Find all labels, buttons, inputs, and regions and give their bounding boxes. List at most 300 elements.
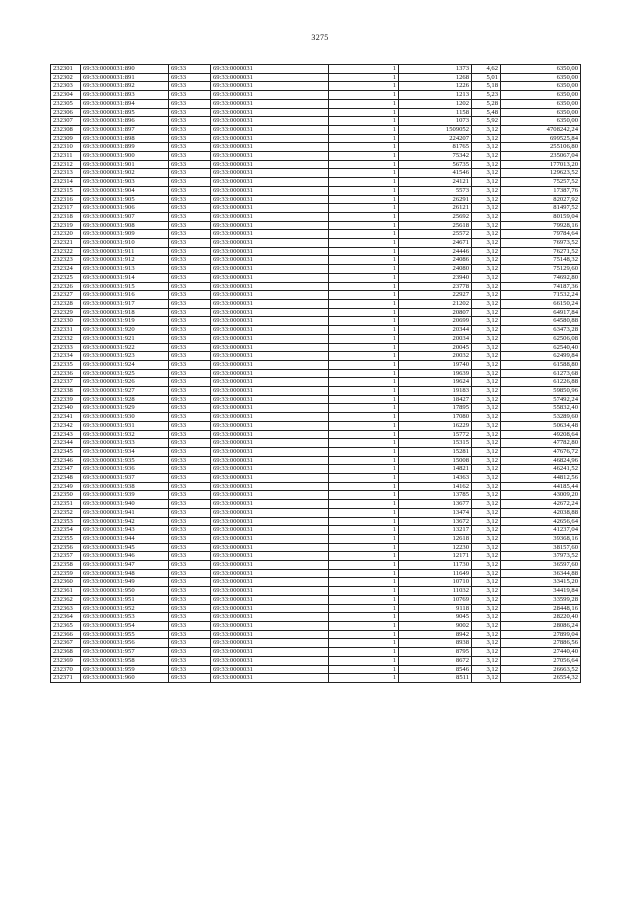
table-row [51, 648, 581, 657]
table-row [51, 178, 581, 187]
region-code-cell: 69:33 [169, 500, 211, 509]
rate-cell: 3,12 [472, 387, 501, 396]
area-cell: 9118 [399, 604, 472, 613]
block-number-cell: 69:33:0000031 [211, 534, 329, 543]
region-code-cell: 69:33 [169, 569, 211, 578]
cadastral-number-cell: 69:33:0000031:918 [81, 308, 169, 317]
count-cell: 1 [329, 378, 399, 387]
row-id-cell: 232354 [51, 526, 81, 535]
region-code-cell: 69:33 [169, 421, 211, 430]
cost-cell: 27899,04 [501, 630, 581, 639]
region-code-cell: 69:33 [169, 360, 211, 369]
cost-cell: 71532,24 [501, 291, 581, 300]
area-cell: 20699 [399, 317, 472, 326]
table-row [51, 125, 581, 134]
rate-cell: 3,12 [472, 569, 501, 578]
cadastral-number-cell: 69:33:0000031:943 [81, 526, 169, 535]
table-row [51, 595, 581, 604]
table-row [51, 204, 581, 213]
cadastral-number-cell: 69:33:0000031:958 [81, 656, 169, 665]
row-id-cell: 232320 [51, 230, 81, 239]
count-cell: 1 [329, 247, 399, 256]
cadastral-number-cell: 69:33:0000031:911 [81, 247, 169, 256]
area-cell: 15008 [399, 456, 472, 465]
count-cell: 1 [329, 352, 399, 361]
area-cell: 81765 [399, 143, 472, 152]
row-id-cell: 232352 [51, 508, 81, 517]
count-cell: 1 [329, 587, 399, 596]
cadastral-number-cell: 69:33:0000031:908 [81, 221, 169, 230]
cost-cell: 57492,24 [501, 395, 581, 404]
region-code-cell: 69:33 [169, 247, 211, 256]
region-code-cell: 69:33 [169, 160, 211, 169]
table-row [51, 622, 581, 631]
page-number: 3275 [311, 33, 329, 42]
region-code-cell: 69:33 [169, 508, 211, 517]
cost-cell: 47676,72 [501, 447, 581, 456]
rate-cell: 3,12 [472, 439, 501, 448]
count-cell: 1 [329, 604, 399, 613]
region-code-cell: 69:33 [169, 378, 211, 387]
cost-cell: 66150,24 [501, 299, 581, 308]
count-cell: 1 [329, 256, 399, 265]
cadastral-number-cell: 69:33:0000031:938 [81, 482, 169, 491]
block-number-cell: 69:33:0000031 [211, 613, 329, 622]
row-id-cell: 232346 [51, 456, 81, 465]
block-number-cell: 69:33:0000031 [211, 117, 329, 126]
row-id-cell: 232310 [51, 143, 81, 152]
count-cell: 1 [329, 578, 399, 587]
area-cell: 22927 [399, 291, 472, 300]
area-cell: 11032 [399, 587, 472, 596]
cadastral-number-cell: 69:33:0000031:925 [81, 369, 169, 378]
table-row [51, 569, 581, 578]
row-id-cell: 232361 [51, 587, 81, 596]
cadastral-number-cell: 69:33:0000031:939 [81, 491, 169, 500]
cadastral-number-cell: 69:33:0000031:917 [81, 299, 169, 308]
region-code-cell: 69:33 [169, 212, 211, 221]
rate-cell: 3,12 [472, 430, 501, 439]
cost-cell: 75129,60 [501, 265, 581, 274]
rate-cell: 3,12 [472, 221, 501, 230]
area-cell: 20045 [399, 343, 472, 352]
count-cell: 1 [329, 91, 399, 100]
region-code-cell: 69:33 [169, 534, 211, 543]
block-number-cell: 69:33:0000031 [211, 204, 329, 213]
region-code-cell: 69:33 [169, 152, 211, 161]
row-id-cell: 232315 [51, 186, 81, 195]
block-number-cell: 69:33:0000031 [211, 578, 329, 587]
region-code-cell: 69:33 [169, 239, 211, 248]
row-id-cell: 232343 [51, 430, 81, 439]
rate-cell: 3,12 [472, 369, 501, 378]
cost-cell: 699525,84 [501, 134, 581, 143]
area-cell: 8942 [399, 630, 472, 639]
row-id-cell: 232303 [51, 82, 81, 91]
row-id-cell: 232363 [51, 604, 81, 613]
rate-cell: 3,12 [472, 543, 501, 552]
block-number-cell: 69:33:0000031 [211, 230, 329, 239]
count-cell: 1 [329, 639, 399, 648]
table-row [51, 82, 581, 91]
cadastral-number-cell: 69:33:0000031:912 [81, 256, 169, 265]
cost-cell: 75148,32 [501, 256, 581, 265]
block-number-cell: 69:33:0000031 [211, 378, 329, 387]
row-id-cell: 232314 [51, 178, 81, 187]
area-cell: 23778 [399, 282, 472, 291]
rate-cell: 3,12 [472, 508, 501, 517]
count-cell: 1 [329, 360, 399, 369]
rate-cell: 4,62 [472, 65, 501, 74]
rate-cell: 3,12 [472, 143, 501, 152]
region-code-cell: 69:33 [169, 343, 211, 352]
cadastral-number-cell: 69:33:0000031:930 [81, 413, 169, 422]
cadastral-number-cell: 69:33:0000031:940 [81, 500, 169, 509]
cadastral-number-cell: 69:33:0000031:903 [81, 178, 169, 187]
row-id-cell: 232306 [51, 108, 81, 117]
area-cell: 19740 [399, 360, 472, 369]
cadastral-number-cell: 69:33:0000031:942 [81, 517, 169, 526]
cadastral-number-cell: 69:33:0000031:921 [81, 334, 169, 343]
cadastral-number-cell: 69:33:0000031:895 [81, 108, 169, 117]
cost-cell: 6350,00 [501, 99, 581, 108]
table-row [51, 308, 581, 317]
region-code-cell: 69:33 [169, 117, 211, 126]
cadastral-number-cell: 69:33:0000031:937 [81, 474, 169, 483]
block-number-cell: 69:33:0000031 [211, 421, 329, 430]
area-cell: 9045 [399, 613, 472, 622]
row-id-cell: 232308 [51, 125, 81, 134]
rate-cell: 3,12 [472, 265, 501, 274]
row-id-cell: 232319 [51, 221, 81, 230]
region-code-cell: 69:33 [169, 204, 211, 213]
table-row [51, 508, 581, 517]
rate-cell: 3,12 [472, 613, 501, 622]
rate-cell: 3,12 [472, 125, 501, 134]
cadastral-number-cell: 69:33:0000031:960 [81, 674, 169, 683]
count-cell: 1 [329, 160, 399, 169]
region-code-cell: 69:33 [169, 221, 211, 230]
cadastral-number-cell: 69:33:0000031:954 [81, 622, 169, 631]
block-number-cell: 69:33:0000031 [211, 134, 329, 143]
region-code-cell: 69:33 [169, 456, 211, 465]
cost-cell: 6350,00 [501, 73, 581, 82]
cost-cell: 42672,24 [501, 500, 581, 509]
area-cell: 11649 [399, 569, 472, 578]
region-code-cell: 69:33 [169, 73, 211, 82]
cadastral-number-cell: 69:33:0000031:928 [81, 395, 169, 404]
row-id-cell: 232313 [51, 169, 81, 178]
area-cell: 20032 [399, 352, 472, 361]
block-number-cell: 69:33:0000031 [211, 665, 329, 674]
area-cell: 20034 [399, 334, 472, 343]
table-row [51, 465, 581, 474]
cadastral-number-cell: 69:33:0000031:955 [81, 630, 169, 639]
area-cell: 24086 [399, 256, 472, 265]
cadastral-number-cell: 69:33:0000031:929 [81, 404, 169, 413]
area-cell: 15315 [399, 439, 472, 448]
rate-cell: 3,12 [472, 152, 501, 161]
block-number-cell: 69:33:0000031 [211, 169, 329, 178]
count-cell: 1 [329, 317, 399, 326]
block-number-cell: 69:33:0000031 [211, 526, 329, 535]
cost-cell: 39368,16 [501, 534, 581, 543]
count-cell: 1 [329, 674, 399, 683]
table-row [51, 152, 581, 161]
region-code-cell: 69:33 [169, 82, 211, 91]
block-number-cell: 69:33:0000031 [211, 317, 329, 326]
block-number-cell: 69:33:0000031 [211, 152, 329, 161]
table-row [51, 665, 581, 674]
row-id-cell: 232332 [51, 334, 81, 343]
region-code-cell: 69:33 [169, 273, 211, 282]
rate-cell: 3,12 [472, 326, 501, 335]
count-cell: 1 [329, 534, 399, 543]
area-cell: 9002 [399, 622, 472, 631]
block-number-cell: 69:33:0000031 [211, 395, 329, 404]
block-number-cell: 69:33:0000031 [211, 160, 329, 169]
region-code-cell: 69:33 [169, 91, 211, 100]
rate-cell: 3,12 [472, 404, 501, 413]
block-number-cell: 69:33:0000031 [211, 65, 329, 74]
cadastral-number-cell: 69:33:0000031:932 [81, 430, 169, 439]
table-row [51, 326, 581, 335]
cost-cell: 79784,64 [501, 230, 581, 239]
count-cell: 1 [329, 613, 399, 622]
row-id-cell: 232353 [51, 517, 81, 526]
rate-cell: 3,12 [472, 447, 501, 456]
table-row [51, 543, 581, 552]
cadastral-number-cell: 69:33:0000031:910 [81, 239, 169, 248]
rate-cell: 3,12 [472, 186, 501, 195]
cadastral-number-cell: 69:33:0000031:890 [81, 65, 169, 74]
cadastral-number-cell: 69:33:0000031:950 [81, 587, 169, 596]
region-code-cell: 69:33 [169, 439, 211, 448]
area-cell: 1509052 [399, 125, 472, 134]
count-cell: 1 [329, 178, 399, 187]
count-cell: 1 [329, 108, 399, 117]
count-cell: 1 [329, 665, 399, 674]
row-id-cell: 232341 [51, 413, 81, 422]
table-row [51, 230, 581, 239]
table-row [51, 491, 581, 500]
count-cell: 1 [329, 508, 399, 517]
block-number-cell: 69:33:0000031 [211, 282, 329, 291]
cost-cell: 82027,92 [501, 195, 581, 204]
cost-cell: 46241,52 [501, 465, 581, 474]
cost-cell: 42038,88 [501, 508, 581, 517]
count-cell: 1 [329, 273, 399, 282]
rate-cell: 3,12 [472, 343, 501, 352]
area-cell: 12618 [399, 534, 472, 543]
block-number-cell: 69:33:0000031 [211, 247, 329, 256]
cost-cell: 27440,40 [501, 648, 581, 657]
region-code-cell: 69:33 [169, 552, 211, 561]
table-row [51, 534, 581, 543]
table-row [51, 500, 581, 509]
block-number-cell: 69:33:0000031 [211, 656, 329, 665]
table-row [51, 674, 581, 683]
rate-cell: 3,12 [472, 395, 501, 404]
cost-cell: 64580,88 [501, 317, 581, 326]
cadastral-number-cell: 69:33:0000031:957 [81, 648, 169, 657]
area-cell: 26121 [399, 204, 472, 213]
table-row [51, 239, 581, 248]
area-cell: 15772 [399, 430, 472, 439]
cost-cell: 41237,04 [501, 526, 581, 535]
region-code-cell: 69:33 [169, 265, 211, 274]
cadastral-number-cell: 69:33:0000031:947 [81, 561, 169, 570]
count-cell: 1 [329, 622, 399, 631]
cost-cell: 36344,88 [501, 569, 581, 578]
cadastral-number-cell: 69:33:0000031:905 [81, 195, 169, 204]
area-cell: 26291 [399, 195, 472, 204]
table-row [51, 291, 581, 300]
cadastral-number-cell: 69:33:0000031:907 [81, 212, 169, 221]
row-id-cell: 232323 [51, 256, 81, 265]
count-cell: 1 [329, 447, 399, 456]
region-code-cell: 69:33 [169, 369, 211, 378]
cost-cell: 50634,48 [501, 421, 581, 430]
row-id-cell: 232335 [51, 360, 81, 369]
count-cell: 1 [329, 265, 399, 274]
row-id-cell: 232356 [51, 543, 81, 552]
count-cell: 1 [329, 239, 399, 248]
rate-cell: 5,23 [472, 91, 501, 100]
rate-cell: 3,12 [472, 578, 501, 587]
block-number-cell: 69:33:0000031 [211, 387, 329, 396]
count-cell: 1 [329, 430, 399, 439]
count-cell: 1 [329, 561, 399, 570]
region-code-cell: 69:33 [169, 517, 211, 526]
count-cell: 1 [329, 474, 399, 483]
table-row [51, 221, 581, 230]
rate-cell: 5,48 [472, 108, 501, 117]
region-code-cell: 69:33 [169, 595, 211, 604]
cost-cell: 43009,20 [501, 491, 581, 500]
count-cell: 1 [329, 99, 399, 108]
cost-cell: 28220,40 [501, 613, 581, 622]
region-code-cell: 69:33 [169, 630, 211, 639]
block-number-cell: 69:33:0000031 [211, 517, 329, 526]
cost-cell: 255106,80 [501, 143, 581, 152]
block-number-cell: 69:33:0000031 [211, 360, 329, 369]
cost-cell: 53289,60 [501, 413, 581, 422]
cost-cell: 38157,60 [501, 543, 581, 552]
row-id-cell: 232317 [51, 204, 81, 213]
table-row [51, 430, 581, 439]
cadastral-number-cell: 69:33:0000031:944 [81, 534, 169, 543]
block-number-cell: 69:33:0000031 [211, 439, 329, 448]
block-number-cell: 69:33:0000031 [211, 369, 329, 378]
area-cell: 10769 [399, 595, 472, 604]
area-cell: 15281 [399, 447, 472, 456]
region-code-cell: 69:33 [169, 317, 211, 326]
area-cell: 24446 [399, 247, 472, 256]
cost-cell: 27056,64 [501, 656, 581, 665]
cost-cell: 37973,52 [501, 552, 581, 561]
table-row [51, 604, 581, 613]
cadastral-number-cell: 69:33:0000031:898 [81, 134, 169, 143]
count-cell: 1 [329, 656, 399, 665]
cost-cell: 6350,00 [501, 108, 581, 117]
rate-cell: 3,12 [472, 212, 501, 221]
row-id-cell: 232362 [51, 595, 81, 604]
rate-cell: 3,12 [472, 378, 501, 387]
area-cell: 1268 [399, 73, 472, 82]
row-id-cell: 232368 [51, 648, 81, 657]
area-cell: 20807 [399, 308, 472, 317]
row-id-cell: 232355 [51, 534, 81, 543]
region-code-cell: 69:33 [169, 474, 211, 483]
count-cell: 1 [329, 387, 399, 396]
row-id-cell: 232305 [51, 99, 81, 108]
region-code-cell: 69:33 [169, 639, 211, 648]
cost-cell: 26663,52 [501, 665, 581, 674]
row-id-cell: 232350 [51, 491, 81, 500]
cost-cell: 6350,00 [501, 82, 581, 91]
area-cell: 24671 [399, 239, 472, 248]
region-code-cell: 69:33 [169, 430, 211, 439]
area-cell: 13677 [399, 500, 472, 509]
row-id-cell: 232357 [51, 552, 81, 561]
count-cell: 1 [329, 221, 399, 230]
rate-cell: 3,12 [472, 491, 501, 500]
row-id-cell: 232302 [51, 73, 81, 82]
table-row [51, 561, 581, 570]
cadastral-number-cell: 69:33:0000031:900 [81, 152, 169, 161]
row-id-cell: 232337 [51, 378, 81, 387]
block-number-cell: 69:33:0000031 [211, 326, 329, 335]
row-id-cell: 232316 [51, 195, 81, 204]
count-cell: 1 [329, 334, 399, 343]
cost-cell: 47782,80 [501, 439, 581, 448]
table-row [51, 630, 581, 639]
table-row [51, 387, 581, 396]
region-code-cell: 69:33 [169, 404, 211, 413]
row-id-cell: 232345 [51, 447, 81, 456]
area-cell: 19624 [399, 378, 472, 387]
cost-cell: 59850,96 [501, 387, 581, 396]
region-code-cell: 69:33 [169, 230, 211, 239]
count-cell: 1 [329, 491, 399, 500]
region-code-cell: 69:33 [169, 125, 211, 134]
row-id-cell: 232371 [51, 674, 81, 683]
cost-cell: 6350,00 [501, 117, 581, 126]
block-number-cell: 69:33:0000031 [211, 404, 329, 413]
block-number-cell: 69:33:0000031 [211, 447, 329, 456]
region-code-cell: 69:33 [169, 134, 211, 143]
table-row [51, 421, 581, 430]
rate-cell: 3,12 [472, 474, 501, 483]
table-row [51, 413, 581, 422]
count-cell: 1 [329, 517, 399, 526]
block-number-cell: 69:33:0000031 [211, 482, 329, 491]
block-number-cell: 69:33:0000031 [211, 648, 329, 657]
row-id-cell: 232330 [51, 317, 81, 326]
row-id-cell: 232325 [51, 273, 81, 282]
table-row [51, 186, 581, 195]
cost-cell: 55832,40 [501, 404, 581, 413]
region-code-cell: 69:33 [169, 65, 211, 74]
rate-cell: 3,12 [472, 247, 501, 256]
block-number-cell: 69:33:0000031 [211, 674, 329, 683]
table-row [51, 552, 581, 561]
region-code-cell: 69:33 [169, 186, 211, 195]
cost-cell: 4708242,24 [501, 125, 581, 134]
rate-cell: 3,12 [472, 648, 501, 657]
region-code-cell: 69:33 [169, 561, 211, 570]
